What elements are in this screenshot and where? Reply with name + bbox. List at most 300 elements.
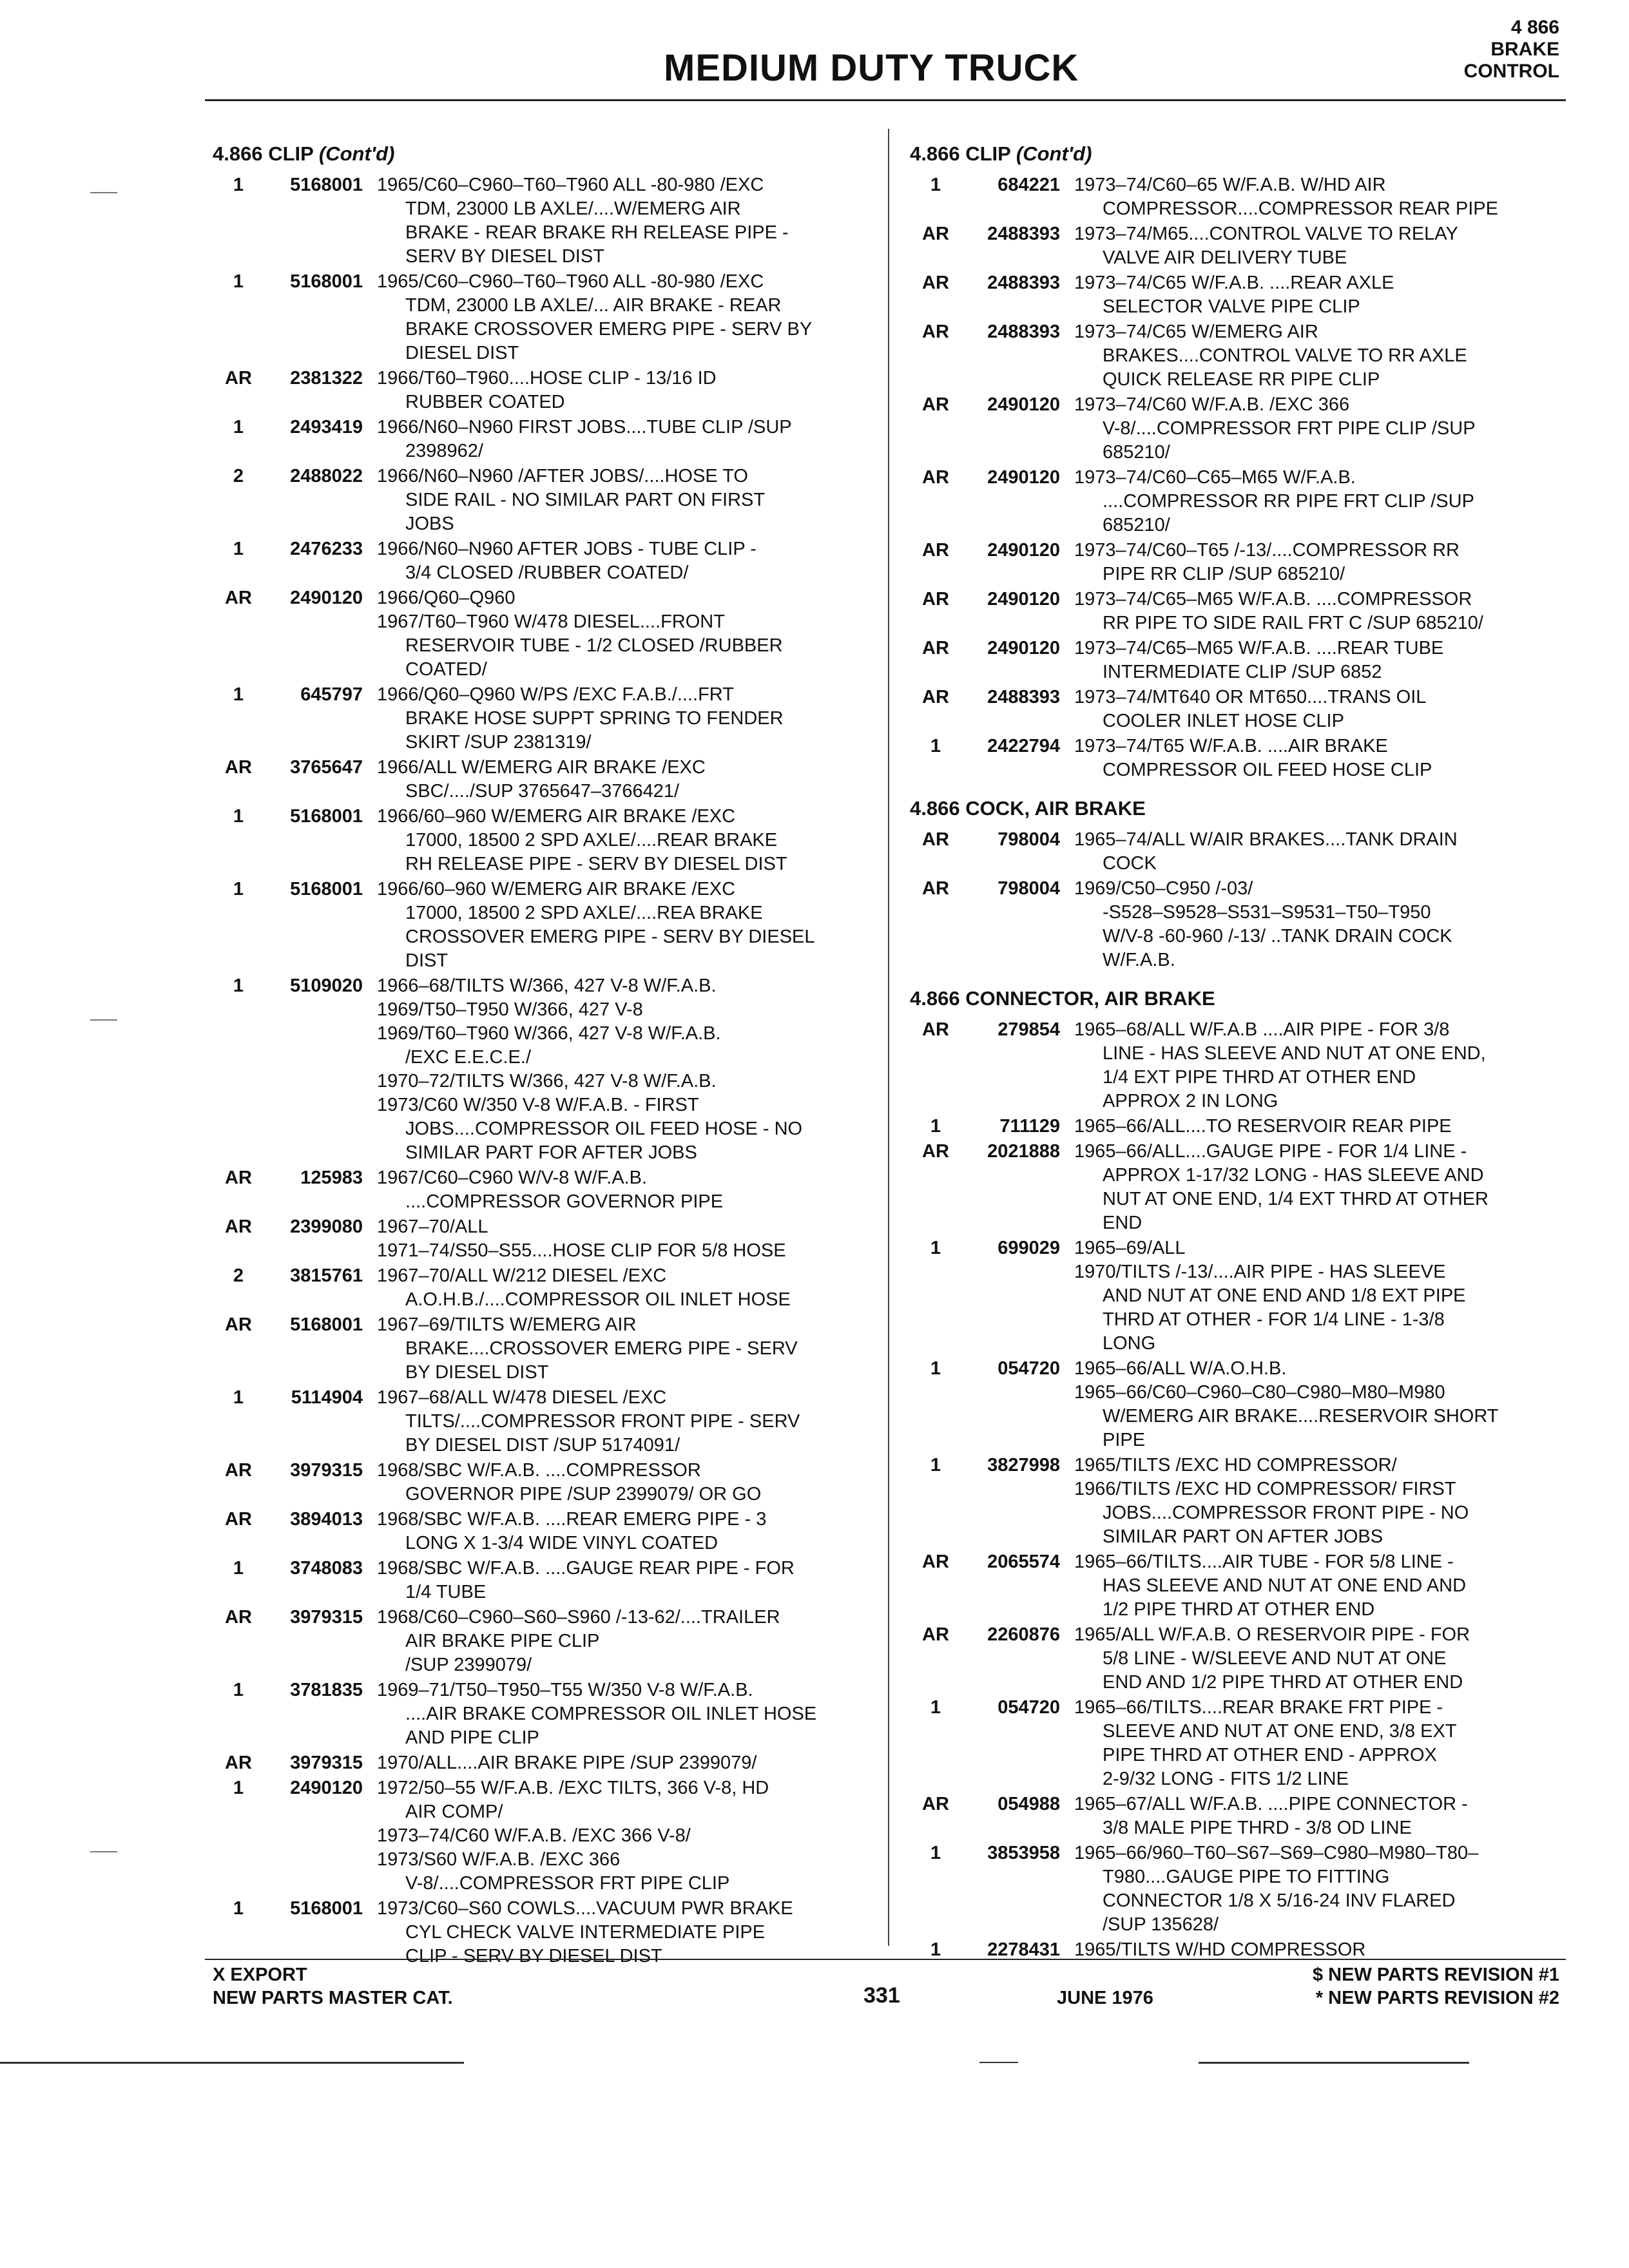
description-line: 17000, 18500 2 SPD AXLE/....REAR BRAKE xyxy=(405,830,778,850)
catalog-entry xyxy=(213,1459,870,1506)
catalog-entry xyxy=(910,1236,1574,1356)
entry-description xyxy=(1074,466,1574,537)
catalog-entry xyxy=(910,1792,1574,1840)
description-line: QUICK RELEASE RR PIPE CLIP xyxy=(1103,369,1380,390)
entry-quantity: AR xyxy=(922,273,949,293)
catalog-entry xyxy=(213,974,870,1165)
description-line: 1973–74/C60–T65 /-13/....COMPRESSOR RR xyxy=(1074,540,1460,561)
heading-continued: (Cont'd) xyxy=(318,142,395,165)
entry-quantity: 1 xyxy=(233,806,244,827)
entry-part-number: 2488393 xyxy=(987,322,1060,342)
entry-quantity: AR xyxy=(922,829,949,850)
entry-quantity: AR xyxy=(922,878,949,899)
entry-description xyxy=(377,974,870,1165)
description-line: 1969/C50–C950 /-03/ xyxy=(1074,878,1253,899)
description-line: 1966/ALL W/EMERG AIR BRAKE /EXC xyxy=(377,757,706,778)
entry-quantity: 1 xyxy=(930,1939,941,1960)
description-line: 5/8 LINE - W/SLEEVE AND NUT AT ONE xyxy=(1103,1648,1447,1669)
entry-part-number: 3765647 xyxy=(290,757,363,778)
description-line: END AND 1/2 PIPE THRD AT OTHER END xyxy=(1103,1672,1463,1693)
entry-part-number: 2490120 xyxy=(987,589,1060,610)
entry-description xyxy=(1074,828,1574,876)
description-line: 1972/50–55 W/F.A.B. /EXC TILTS, 366 V-8, HD xyxy=(377,1778,769,1798)
catalog-entry xyxy=(213,1557,870,1604)
catalog-entry xyxy=(910,1018,1574,1113)
entry-description xyxy=(1074,686,1574,733)
description-line: RH RELEASE PIPE - SERV BY DIESEL DIST xyxy=(405,854,787,874)
description-line: 1966/N60–N960 /AFTER JOBS/....HOSE TO xyxy=(377,466,748,486)
entry-description xyxy=(1074,222,1574,270)
description-line: INTERMEDIATE CLIP /SUP 6852 xyxy=(1103,662,1382,682)
entry-description xyxy=(1074,877,1574,972)
entry-description xyxy=(1074,173,1574,221)
entry-part-number: 279854 xyxy=(998,1019,1060,1040)
margin-mark xyxy=(90,1851,117,1852)
entry-part-number: 3979315 xyxy=(290,1753,363,1773)
description-line: COMPRESSOR....COMPRESSOR REAR PIPE xyxy=(1103,198,1498,219)
entry-part-number: 5168001 xyxy=(290,175,363,195)
entry-part-number: 2476233 xyxy=(290,539,363,559)
description-line: ....COMPRESSOR RR PIPE FRT CLIP /SUP xyxy=(1103,491,1474,512)
entry-part-number: 3781835 xyxy=(290,1680,363,1700)
description-line: -S528–S9528–S531–S9531–T50–T950 xyxy=(1103,902,1431,923)
description-line: 1966/Q60–Q960 W/PS /EXC F.A.B./....FRT xyxy=(377,684,734,705)
entry-quantity: AR xyxy=(922,540,949,561)
catalog-entry xyxy=(910,588,1574,635)
description-line: LONG X 1-3/4 WIDE VINYL COATED xyxy=(405,1533,718,1553)
entry-description xyxy=(1074,637,1574,684)
description-line: 1965–74/ALL W/AIR BRAKES....TANK DRAIN xyxy=(1074,829,1458,850)
entry-part-number: 2021888 xyxy=(987,1141,1060,1162)
entry-quantity: 1 xyxy=(930,1238,941,1258)
entry-quantity: 1 xyxy=(233,1387,244,1408)
entry-part-number: 2488393 xyxy=(987,687,1060,707)
entry-description xyxy=(1074,1018,1574,1113)
description-line: 1968/C60–C960–S60–S960 /-13-62/....TRAILER xyxy=(377,1607,780,1628)
description-line: SIMILAR PART ON AFTER JOBS xyxy=(1103,1526,1383,1547)
footer-master-note: NEW PARTS MASTER CAT. xyxy=(213,1988,453,2008)
heading-number: 4.866 xyxy=(213,142,263,165)
entry-description xyxy=(377,1678,870,1750)
heading-name: CLIP xyxy=(268,142,314,165)
description-line: RESERVOIR TUBE - 1/2 CLOSED /RUBBER xyxy=(405,635,783,656)
entry-part-number: 3853958 xyxy=(987,1843,1060,1863)
catalog-entry xyxy=(910,1454,1574,1549)
entry-part-number: 054720 xyxy=(998,1697,1060,1718)
heading-number: 4.866 xyxy=(910,142,960,165)
description-line: APPROX 2 IN LONG xyxy=(1103,1091,1278,1111)
catalog-entry xyxy=(910,173,1574,221)
description-line: JOBS....COMPRESSOR OIL FEED HOSE - NO xyxy=(405,1119,803,1139)
catalog-entry xyxy=(213,465,870,536)
entry-quantity: AR xyxy=(922,1019,949,1040)
entry-quantity: AR xyxy=(225,757,252,778)
entry-quantity: 2 xyxy=(233,466,244,486)
footer-date: JUNE 1976 xyxy=(1057,1988,1153,2008)
entry-description xyxy=(377,537,870,585)
description-line: 685210/ xyxy=(1103,515,1170,535)
entry-quantity: AR xyxy=(922,589,949,610)
description-line: 1967–70/ALL xyxy=(377,1216,488,1237)
entry-quantity: AR xyxy=(922,322,949,342)
description-line: SELECTOR VALVE PIPE CLIP xyxy=(1103,296,1360,317)
catalog-entry xyxy=(213,270,870,365)
entry-description xyxy=(1074,588,1574,635)
entry-description xyxy=(1074,1236,1574,1356)
catalog-entry xyxy=(213,173,870,269)
description-line: 1967–69/TILTS W/EMERG AIR xyxy=(377,1314,637,1335)
description-line: CONNECTOR 1/8 X 5/16-24 INV FLARED xyxy=(1103,1890,1456,1911)
description-line: BRAKE....CROSSOVER EMERG PIPE - SERV xyxy=(405,1338,798,1359)
entry-part-number: 2065574 xyxy=(987,1552,1060,1572)
entry-quantity: AR xyxy=(225,1509,252,1530)
description-line: 1965/TILTS W/HD COMPRESSOR xyxy=(1074,1939,1366,1960)
entry-description xyxy=(377,1386,870,1457)
entry-part-number: 711129 xyxy=(999,1116,1060,1137)
entry-description xyxy=(1074,735,1574,782)
entry-part-number: 5168001 xyxy=(290,879,363,899)
catalog-entry xyxy=(910,1623,1574,1695)
entry-description xyxy=(377,1215,870,1263)
entry-part-number: 684221 xyxy=(998,175,1060,195)
section-heading xyxy=(910,796,1574,820)
entry-quantity: AR xyxy=(922,394,949,415)
description-line: 1965–66/ALL....GAUGE PIPE - FOR 1/4 LINE - xyxy=(1074,1141,1467,1162)
catalog-entry xyxy=(910,1115,1574,1139)
catalog-entry xyxy=(213,1215,870,1263)
entry-part-number: 5168001 xyxy=(290,1314,363,1335)
catalog-entry xyxy=(213,1508,870,1555)
entry-description xyxy=(1074,1140,1574,1235)
description-line: 1973–74/C65 W/EMERG AIR xyxy=(1074,322,1318,342)
entry-description xyxy=(1074,1454,1574,1549)
description-line: VALVE AIR DELIVERY TUBE xyxy=(1103,247,1347,268)
description-line: ....AIR BRAKE COMPRESSOR OIL INLET HOSE xyxy=(405,1704,817,1724)
entry-quantity: AR xyxy=(225,1168,252,1188)
description-line: THRD AT OTHER - FOR 1/4 LINE - 1-3/8 xyxy=(1103,1309,1445,1330)
description-line: 1965–66/TILTS....REAR BRAKE FRT PIPE - xyxy=(1074,1697,1443,1718)
catalog-entry xyxy=(910,637,1574,684)
description-line: JOBS xyxy=(405,514,454,534)
description-line: HAS SLEEVE AND NUT AT ONE END AND xyxy=(1103,1575,1467,1596)
entry-quantity: 1 xyxy=(930,1843,941,1863)
entry-quantity: AR xyxy=(922,467,949,488)
description-line: 1969/T60–T960 W/366, 427 V-8 W/F.A.B. xyxy=(377,1023,721,1044)
description-line: 1/4 EXT PIPE THRD AT OTHER END xyxy=(1103,1067,1416,1088)
entry-quantity: AR xyxy=(922,1794,949,1814)
entry-description xyxy=(377,1508,870,1555)
description-line: 1973–74/MT640 OR MT650....TRANS OIL xyxy=(1074,687,1427,707)
entry-description xyxy=(377,465,870,536)
description-line: 1973–74/C60 W/F.A.B. /EXC 366 V-8/ xyxy=(377,1825,691,1846)
section-heading xyxy=(213,142,870,166)
catalog-entry xyxy=(213,1166,870,1214)
description-line: 1970–72/TILTS W/366, 427 V-8 W/F.A.B. xyxy=(377,1071,717,1091)
entry-part-number: 3894013 xyxy=(290,1509,363,1530)
footer-revision-1: $ NEW PARTS REVISION #1 xyxy=(1313,1965,1559,1985)
description-line: W/V-8 -60-960 /-13/ ..TANK DRAIN COCK xyxy=(1103,926,1452,947)
entry-part-number: 2490120 xyxy=(290,588,363,608)
entry-description xyxy=(377,1776,870,1896)
section-heading xyxy=(910,986,1574,1010)
description-line: 1968/SBC W/F.A.B. ....COMPRESSOR xyxy=(377,1460,701,1481)
entry-part-number: 2490120 xyxy=(987,638,1060,658)
description-line: SIDE RAIL - NO SIMILAR PART ON FIRST xyxy=(405,490,766,510)
catalog-entry xyxy=(213,1313,870,1385)
entry-description xyxy=(377,1264,870,1312)
description-line: 1967/T60–T960 W/478 DIESEL....FRONT xyxy=(377,611,725,632)
entry-quantity: AR xyxy=(922,638,949,658)
description-line: /EXC E.E.C.E./ xyxy=(405,1047,531,1068)
entry-part-number: 2488393 xyxy=(987,224,1060,244)
description-line: 1965–66/ALL....TO RESERVOIR REAR PIPE xyxy=(1074,1116,1452,1137)
catalog-entry xyxy=(910,539,1574,586)
entry-quantity: 1 xyxy=(233,417,244,437)
entry-description xyxy=(1074,1792,1574,1840)
entry-quantity: 1 xyxy=(233,175,244,195)
entry-part-number: 2490120 xyxy=(987,467,1060,488)
entry-part-number: 5168001 xyxy=(290,1898,363,1919)
entry-quantity: AR xyxy=(922,1624,949,1645)
entry-quantity: AR xyxy=(922,1141,949,1162)
description-line: AIR BRAKE PIPE CLIP xyxy=(405,1631,600,1651)
entry-quantity: 1 xyxy=(930,1697,941,1718)
description-line: 1969–71/T50–T950–T55 W/350 V-8 W/F.A.B. xyxy=(377,1680,753,1700)
section-heading xyxy=(910,142,1574,166)
description-line: T980....GAUGE PIPE TO FITTING xyxy=(1103,1867,1390,1887)
entry-quantity: 1 xyxy=(233,271,244,292)
entry-quantity: 1 xyxy=(233,684,244,705)
catalog-entry xyxy=(213,878,870,973)
catalog-entry xyxy=(910,877,1574,972)
entry-description xyxy=(377,1459,870,1506)
description-line: 1965–66/C60–C960–C80–C980–M80–M980 xyxy=(1074,1382,1445,1403)
description-line: 1965/ALL W/F.A.B. O RESERVOIR PIPE - FOR xyxy=(1074,1624,1470,1645)
description-line: 1973–74/C60–C65–M65 W/F.A.B. xyxy=(1074,467,1356,488)
description-line: 1967–70/ALL W/212 DIESEL /EXC xyxy=(377,1265,667,1286)
catalog-entry xyxy=(213,1897,870,1968)
description-line: 1968/SBC W/F.A.B. ....GAUGE REAR PIPE - FOR xyxy=(377,1558,795,1579)
catalog-entry xyxy=(910,1841,1574,1937)
description-line: COATED/ xyxy=(405,659,487,680)
description-line: 1966/TILTS /EXC HD COMPRESSOR/ FIRST xyxy=(1074,1479,1456,1499)
entry-description xyxy=(377,173,870,269)
description-line: BY DIESEL DIST /SUP 5174091/ xyxy=(405,1435,680,1456)
section-number: 4 866 xyxy=(1510,17,1559,38)
entry-part-number: 2422794 xyxy=(987,736,1060,756)
entry-description xyxy=(1074,1841,1574,1937)
description-line: BRAKES....CONTROL VALVE TO RR AXLE xyxy=(1103,345,1467,366)
description-line: 2398962/ xyxy=(405,441,483,461)
catalog-entry xyxy=(213,1264,870,1312)
catalog-entry xyxy=(910,1550,1574,1622)
description-line: 1973–74/C65–M65 W/F.A.B. ....COMPRESSOR xyxy=(1074,589,1472,610)
description-line: LINE - HAS SLEEVE AND NUT AT ONE END, xyxy=(1103,1043,1486,1064)
entry-part-number: 5109020 xyxy=(290,975,363,996)
description-line: 1973–74/C65 W/F.A.B. ....REAR AXLE xyxy=(1074,273,1394,293)
heading-number: 4.866 xyxy=(910,987,960,1010)
entry-quantity: AR xyxy=(225,1216,252,1237)
left-entry-list xyxy=(213,173,870,1968)
description-line: CLIP - SERV BY DIESEL DIST xyxy=(405,1946,662,1966)
description-line: CYL CHECK VALVE INTERMEDIATE PIPE xyxy=(405,1922,766,1943)
description-line: BRAKE HOSE SUPPT SPRING TO FENDER xyxy=(405,708,784,729)
description-line: 1965–66/960–T60–S67–S69–C980–M980–T80– xyxy=(1074,1843,1479,1863)
description-line: SBC/..../SUP 3765647–3766421/ xyxy=(405,781,680,802)
description-line: W/F.A.B. xyxy=(1103,950,1175,970)
entry-description xyxy=(1074,320,1574,392)
entry-quantity: AR xyxy=(922,224,949,244)
entry-part-number: 645797 xyxy=(300,684,363,705)
footer-revision-2: * NEW PARTS REVISION #2 xyxy=(1315,1988,1559,2008)
description-line: 1965–66/ALL W/A.O.H.B. xyxy=(1074,1358,1287,1379)
description-line: 1973–74/C65–M65 W/F.A.B. ....REAR TUBE xyxy=(1074,638,1444,658)
entry-quantity: 1 xyxy=(930,1455,941,1475)
description-line: 1966/N60–N960 FIRST JOBS....TUBE CLIP /SUP xyxy=(377,417,792,437)
description-line: 1965/C60–C960–T60–T960 ALL -80-980 /EXC xyxy=(377,175,764,195)
entry-part-number: 2278431 xyxy=(987,1939,1060,1960)
heading-name: COCK, AIR BRAKE xyxy=(965,797,1146,820)
entry-quantity: AR xyxy=(225,1753,252,1773)
entry-part-number: 2260876 xyxy=(987,1624,1060,1645)
description-line: SERV BY DIESEL DIST xyxy=(405,246,604,267)
entry-quantity: AR xyxy=(225,368,252,389)
description-line: 1967–68/ALL W/478 DIESEL /EXC xyxy=(377,1387,667,1408)
section-line-1: BRAKE xyxy=(1490,39,1559,60)
description-line: 1966–68/TILTS W/366, 427 V-8 W/F.A.B. xyxy=(377,975,717,996)
entry-description xyxy=(377,586,870,682)
page-number: 331 xyxy=(863,1983,900,2008)
entry-description xyxy=(1074,1550,1574,1622)
catalog-entry xyxy=(910,393,1574,465)
entry-quantity: 1 xyxy=(930,736,941,756)
entry-description xyxy=(377,805,870,876)
entry-description xyxy=(377,1557,870,1604)
description-line: 3/4 CLOSED /RUBBER COATED/ xyxy=(405,562,689,583)
description-line: GOVERNOR PIPE /SUP 2399079/ OR GO xyxy=(405,1484,762,1504)
entry-description xyxy=(377,756,870,803)
description-line: ....COMPRESSOR GOVERNOR PIPE xyxy=(405,1191,724,1212)
entry-part-number: 3979315 xyxy=(290,1460,363,1481)
description-line: DIST xyxy=(405,950,448,971)
description-line: /SUP 135628/ xyxy=(1103,1914,1219,1935)
entry-description xyxy=(377,416,870,463)
description-line: END xyxy=(1103,1213,1142,1233)
description-line: PIPE THRD AT OTHER END - APPROX xyxy=(1103,1745,1437,1765)
entry-part-number: 3979315 xyxy=(290,1607,363,1628)
description-line: LONG xyxy=(1103,1333,1156,1354)
section-label xyxy=(1464,17,1559,82)
description-line: 1967/C60–C960 W/V-8 W/F.A.B. xyxy=(377,1168,648,1188)
description-line: 1/2 PIPE THRD AT OTHER END xyxy=(1103,1599,1375,1620)
description-line: 1968/SBC W/F.A.B. ....REAR EMERG PIPE - 3 xyxy=(377,1509,767,1530)
description-line: 1965–67/ALL W/F.A.B. ....PIPE CONNECTOR - xyxy=(1074,1794,1468,1814)
description-line: 685210/ xyxy=(1103,442,1170,463)
description-line: 2-9/32 LONG - FITS 1/2 LINE xyxy=(1103,1769,1349,1789)
entry-quantity: 1 xyxy=(233,1898,244,1919)
header-rule xyxy=(205,99,1566,101)
catalog-entry xyxy=(910,1357,1574,1452)
description-line: AND PIPE CLIP xyxy=(405,1727,539,1748)
description-line: TILTS/....COMPRESSOR FRONT PIPE - SERV xyxy=(405,1411,800,1432)
entry-quantity: AR xyxy=(225,588,252,608)
description-line: SKIRT /SUP 2381319/ xyxy=(405,732,592,753)
description-line: BRAKE - REAR BRAKE RH RELEASE PIPE - xyxy=(405,222,789,243)
description-line: V-8/....COMPRESSOR FRT PIPE CLIP /SUP xyxy=(1103,418,1476,439)
entry-part-number: 3815761 xyxy=(290,1265,363,1286)
catalog-entry xyxy=(910,1696,1574,1791)
entry-description xyxy=(1074,1623,1574,1695)
catalog-entry xyxy=(910,320,1574,392)
right-column xyxy=(910,142,1574,1963)
entry-quantity: AR xyxy=(225,1314,252,1335)
entry-quantity: 1 xyxy=(233,539,244,559)
description-line: 1973–74/M65....CONTROL VALVE TO RELAY xyxy=(1074,224,1458,244)
description-line: 1/4 TUBE xyxy=(405,1582,487,1602)
entry-quantity: 1 xyxy=(233,879,244,899)
description-line: 1973/C60–S60 COWLS....VACUUM PWR BRAKE xyxy=(377,1898,793,1919)
catalog-entry xyxy=(213,416,870,463)
description-line: PIPE xyxy=(1103,1430,1146,1450)
heading-name: CLIP xyxy=(965,142,1011,165)
entry-description xyxy=(377,683,870,754)
catalog-entry xyxy=(213,1751,870,1775)
entry-description xyxy=(1074,1115,1574,1139)
entry-quantity: 1 xyxy=(930,175,941,195)
catalog-entry xyxy=(213,1606,870,1677)
catalog-entry xyxy=(910,271,1574,319)
entry-part-number: 5168001 xyxy=(290,271,363,292)
column-divider xyxy=(888,129,889,1946)
catalog-entry xyxy=(213,1678,870,1750)
catalog-entry xyxy=(910,466,1574,537)
entry-quantity: AR xyxy=(922,687,949,707)
entry-part-number: 2493419 xyxy=(290,417,363,437)
description-line: NUT AT ONE END, 1/4 EXT THRD AT OTHER xyxy=(1103,1189,1489,1209)
description-line: 1971–74/S50–S55....HOSE CLIP FOR 5/8 HOSE xyxy=(377,1240,786,1261)
description-line: 3/8 MALE PIPE THRD - 3/8 OD LINE xyxy=(1103,1818,1412,1838)
page-title: MEDIUM DUTY TRUCK xyxy=(664,47,1079,89)
description-line: 1965–68/ALL W/F.A.B ....AIR PIPE - FOR 3/8 xyxy=(1074,1019,1450,1040)
entry-description xyxy=(377,270,870,365)
catalog-entry xyxy=(213,537,870,585)
entry-quantity: 1 xyxy=(233,975,244,996)
entry-quantity: AR xyxy=(225,1460,252,1481)
description-line: 1965/TILTS /EXC HD COMPRESSOR/ xyxy=(1074,1455,1397,1475)
description-line: RR PIPE TO SIDE RAIL FRT C /SUP 685210/ xyxy=(1103,613,1483,633)
entry-part-number: 5168001 xyxy=(290,806,363,827)
description-line: RUBBER COATED xyxy=(405,392,565,412)
entry-quantity: 2 xyxy=(233,1265,244,1286)
bottom-rule xyxy=(0,2062,464,2064)
entry-part-number: 3748083 xyxy=(290,1558,363,1579)
description-line: 17000, 18500 2 SPD AXLE/....REA BRAKE xyxy=(405,903,763,923)
entry-quantity: AR xyxy=(225,1607,252,1628)
entry-part-number: 2490120 xyxy=(987,394,1060,415)
bottom-rule xyxy=(979,2062,1018,2063)
description-line: COMPRESSOR OIL FEED HOSE CLIP xyxy=(1103,760,1432,780)
entry-part-number: 798004 xyxy=(998,829,1060,850)
margin-mark xyxy=(90,192,117,193)
description-line: CROSSOVER EMERG PIPE - SERV BY DIESEL xyxy=(405,927,815,947)
entry-part-number: 054988 xyxy=(998,1794,1060,1814)
entry-part-number: 3827998 xyxy=(987,1455,1060,1475)
entry-quantity: 1 xyxy=(930,1358,941,1379)
catalog-entry xyxy=(910,686,1574,733)
entry-quantity: AR xyxy=(922,1552,949,1572)
catalog-entry xyxy=(213,1776,870,1896)
entry-description xyxy=(377,367,870,414)
